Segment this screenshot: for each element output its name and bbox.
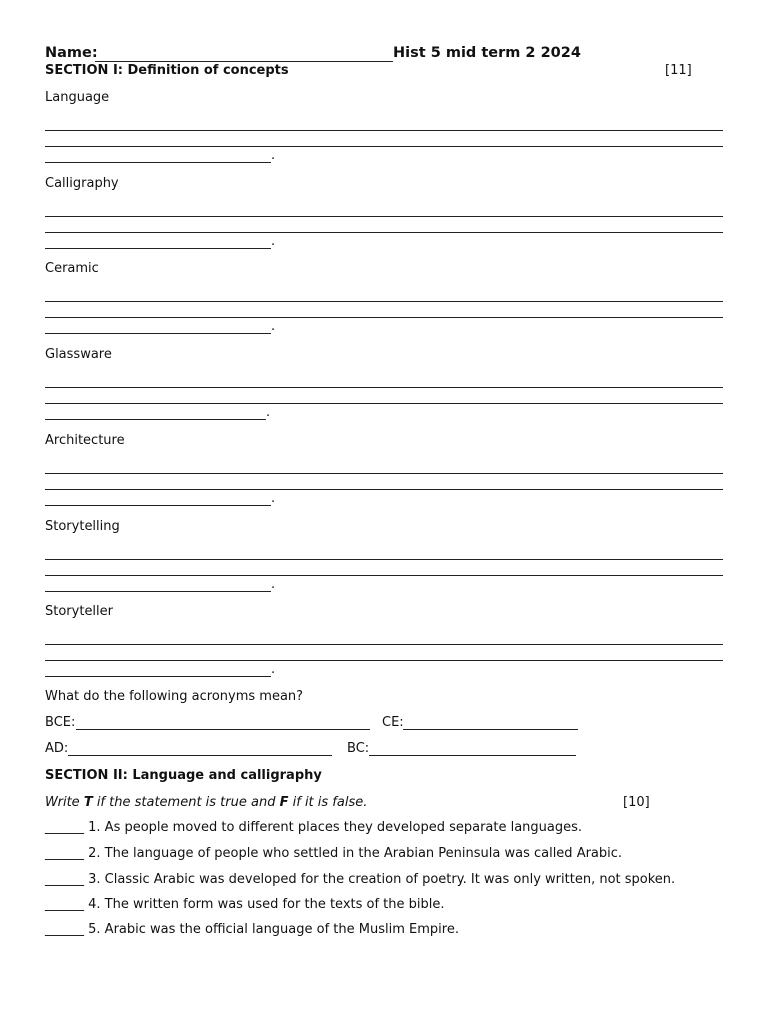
statement-row xyxy=(45,872,675,887)
bc-label: BC: xyxy=(347,741,370,756)
answer-line[interactable] xyxy=(45,660,723,661)
statement-text: 1. As people moved to different places they developed separate languages. xyxy=(88,820,583,835)
bce-label: BCE: xyxy=(45,715,76,730)
ad-answer-line[interactable] xyxy=(68,755,332,756)
answer-line-short[interactable] xyxy=(45,419,266,420)
line-end-period: . xyxy=(271,576,276,592)
statement-row xyxy=(45,820,582,835)
bc-answer-line[interactable] xyxy=(369,755,576,756)
answer-line[interactable] xyxy=(45,559,723,560)
answer-line[interactable] xyxy=(45,473,723,474)
statement-row xyxy=(45,897,445,912)
statement-row xyxy=(45,922,459,937)
acronyms-question: What do the following acronyms mean? xyxy=(45,689,304,704)
statement-text: 2. The language of people who settled in the Arabian Peninsula was called Arabic. xyxy=(88,846,623,861)
concept-label: Ceramic xyxy=(45,261,99,277)
bce-answer-line[interactable] xyxy=(76,729,370,730)
answer-line[interactable] xyxy=(45,317,723,318)
section1-marks: [11] xyxy=(665,63,692,78)
section2-title: SECTION II: Language and calligraphy xyxy=(45,768,322,783)
line-end-period: . xyxy=(271,233,276,249)
ad-label: AD: xyxy=(45,741,69,756)
answer-blank[interactable]: ______ xyxy=(45,820,84,835)
answer-line[interactable] xyxy=(45,403,723,404)
answer-line[interactable] xyxy=(45,130,723,131)
answer-line[interactable] xyxy=(45,575,723,576)
answer-blank[interactable]: ______ xyxy=(45,922,84,937)
answer-blank[interactable]: ______ xyxy=(45,872,84,887)
line-end-period: . xyxy=(271,319,276,335)
answer-blank[interactable]: ______ xyxy=(45,897,84,912)
ce-label: CE: xyxy=(382,715,404,730)
answer-line-short[interactable] xyxy=(45,162,271,163)
answer-line[interactable] xyxy=(45,387,723,388)
concept-label: Language xyxy=(45,90,110,105)
answer-line-short[interactable] xyxy=(45,591,271,592)
section1-title: SECTION I: Definition of concepts xyxy=(45,63,289,78)
answer-line-short[interactable] xyxy=(45,505,271,506)
ce-answer-line[interactable] xyxy=(403,729,578,730)
answer-line-short[interactable] xyxy=(45,676,271,677)
answer-line[interactable] xyxy=(45,216,723,217)
line-end-period: . xyxy=(271,148,276,163)
concept-label: Glassware xyxy=(45,347,112,363)
answer-line-short[interactable] xyxy=(45,333,271,334)
name-field[interactable] xyxy=(95,61,393,62)
name-label: Name: xyxy=(45,45,98,61)
answer-blank[interactable]: ______ xyxy=(45,846,84,861)
concept-label: Storyteller xyxy=(45,604,114,620)
answer-line[interactable] xyxy=(45,146,723,147)
answer-line[interactable] xyxy=(45,301,723,302)
concept-label: Architecture xyxy=(45,432,125,448)
statement-text: 4. The written form was used for the texts of the bible. xyxy=(88,897,445,912)
line-end-period: . xyxy=(271,490,276,506)
answer-line-short[interactable] xyxy=(45,248,271,249)
statement-text: 5. Arabic was the official language of the Muslim Empire. xyxy=(88,922,459,937)
answer-line[interactable] xyxy=(45,489,723,490)
concept-label: Storytelling xyxy=(45,518,120,534)
section2-marks: [10] xyxy=(623,795,650,810)
statement-row xyxy=(45,846,622,861)
line-end-period: . xyxy=(271,662,276,678)
concept-label: Calligraphy xyxy=(45,175,119,191)
answer-line[interactable] xyxy=(45,644,723,645)
test-title: Hist 5 mid term 2 2024 xyxy=(393,45,581,61)
answer-line[interactable] xyxy=(45,232,723,233)
statement-text: 3. Classic Arabic was developed for the creation of poetry. It was only written, not spoken. xyxy=(88,872,676,887)
section2-instructions: Write T if the statement is true and F if it is false. xyxy=(45,795,368,810)
line-end-period: . xyxy=(266,405,271,421)
